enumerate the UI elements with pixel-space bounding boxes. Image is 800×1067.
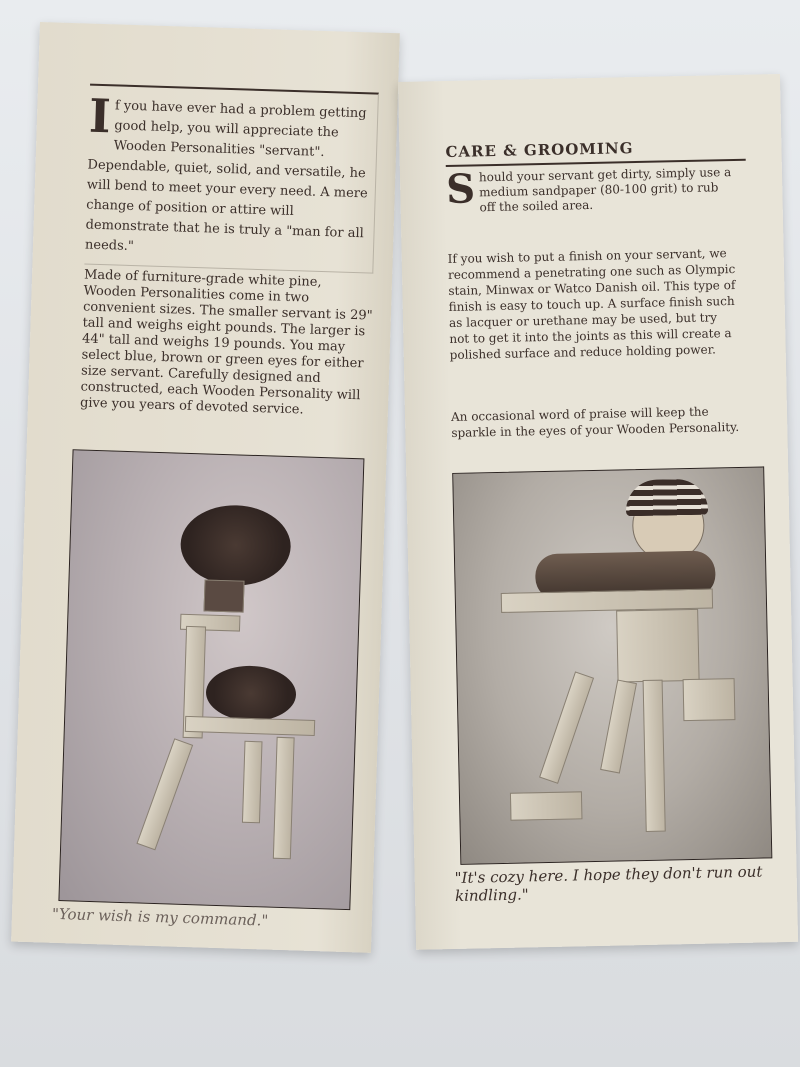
flower-pot-image: [204, 579, 245, 612]
left-caption: "Your wish is my command.": [51, 904, 269, 930]
servant-with-logs-photo: [452, 466, 772, 864]
knit-hat-image: [625, 479, 708, 517]
lower-plant-image: [205, 665, 297, 723]
servant-foot-block: [510, 791, 583, 821]
servant-leg-right: [643, 680, 666, 832]
care-dropcap: S: [445, 165, 476, 214]
care-body-text: If you wish to put a finish on your servant, we recommend a penetrating one such as Olympic stain, Minwax or Watco Danish oil. This type of finish is easy to touch up. A surface finish such as lacquer or urethane may be used, but try not to get it into the joints as this will create a polished surface and reduce holding power.: [447, 246, 736, 362]
care-intro-text: hould your servant get dirty, simply use a medium sandpaper (80-100 grit) to rub off the soiled area.: [478, 165, 732, 215]
description-text: Made of furniture-grade white pine, Wooden Personalities come in two convenient sizes. The smaller servant is 29" tall and weighs eight pounds. The larger is 44" tall and weighs 19 pounds. You may select blue, brown or green eyes for either size servant. Carefully designed and constructed, each Wooden Personality will give you years of devoted service.: [79, 267, 373, 418]
servant-body: [616, 609, 699, 683]
stand-leg-front: [136, 738, 193, 850]
upper-plant-image: [179, 504, 291, 587]
care-grooming-title: CARE & GROOMING: [445, 137, 745, 167]
left-panel: [11, 22, 400, 953]
stand-leg-back: [242, 741, 263, 824]
servant-leg-left: [539, 671, 594, 783]
praise-text: An occasional word of praise will keep the sparkle in the eyes of your Wooden Personality.: [450, 404, 740, 440]
stand-seat-shelf: [185, 716, 315, 736]
care-intro: [446, 165, 737, 216]
intro-text: f you have ever had a problem getting good help, you will appreciate the Wooden Personalities "servant". Dependable, quiet, solid, and versatile, he will bend to meet your every need. A mere change of position or attire will demonstrate that he is truly a "man for all needs.": [84, 98, 368, 255]
plant-stand-photo: [58, 449, 364, 910]
stand-leg-right: [273, 737, 295, 860]
servant-leg-mid: [600, 679, 637, 773]
intro-dropcap: I: [88, 88, 112, 144]
intro-box: [84, 84, 379, 274]
right-caption: "It's cozy here. I hope they don't run out kindling.": [454, 862, 763, 905]
servant-knee-block: [683, 678, 736, 721]
right-panel: [398, 74, 798, 950]
